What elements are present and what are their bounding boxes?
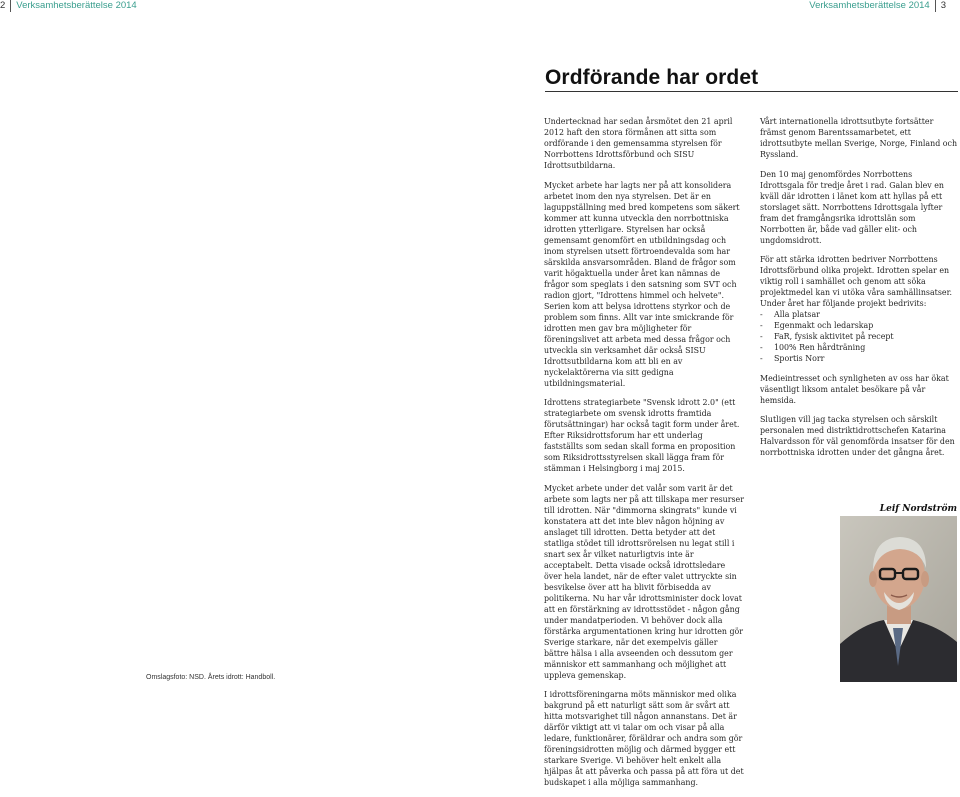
paragraph: Slutligen vill jag tacka styrelsen och särskilt personalen med distriktidrottschefen Katarina Halvardsson för väl genomförda insatser för den norrbottniska idrotten under det gångna året. <box>760 415 955 457</box>
title-rule <box>545 91 958 92</box>
page-number-right: 3 <box>940 0 946 11</box>
list-item: - FaR, fysisk aktivitet på recept <box>760 331 958 342</box>
list-item: - Alla platsar <box>760 309 958 320</box>
paragraph: Medieintresset och synligheten av oss har ökat väsentligt liksom antalet besökare på vår hemsida. <box>760 373 949 405</box>
publication-title-right: Verksamhetsberättelse 2014 <box>809 0 930 11</box>
header-divider-right <box>935 0 936 12</box>
paragraph: Idrottens strategiarbete "Svensk idrott 2.0" (ett strategiarbete om svensk idrotts framtida förutsättningar) har också tagit form under året. Efter Riksidrottsforum har ett underlag fastställts som sedan skall forma en proposition som Riksidrottsstyrelsen skall lägga fram för stämman i Helsingborg i maj 2015. <box>544 398 740 473</box>
list-item: - Sportis Norr <box>760 353 958 364</box>
paragraph: Undertecknad har sedan årsmötet den 21 april 2012 haft den stora förmånen att sitta som ordförande i den gemensamma styrelsen för Norrbottens Idrottsförbund och SISU Idrottsutbildarna. <box>544 117 733 170</box>
list-item: - Egenmakt och ledarskap <box>760 320 958 331</box>
paragraph: Mycket arbete har lagts ner på att konsolidera arbetet inom den nya styrelsen. Det är en laguppställning med bred kompetens som säkert kommer att kunna utveckla den norrbottniska idrotten ytterligare. Styrelsen har också gemensamt genomfört en utbildningsdag och inom styrelsen utsett förtroendevalda som har särskilda ansvarsområden. Bland de frågor som varit högaktuella under året kan nämnas de frågor som speglats i den satsning som SVT och radion gjort, "Idrottens himmel och helvete". Serien kom att belysa idrottens styrkor och de problem som finns. Allt var inte smickrande för idrotten men gav bra möjligheter för föreningslivet att arbeta med dessa frågor och utveckla sin verksamhet där också SISU Idrottsutbildarna kom att bli en av nyckelaktörerna via sitt gedigna utbildningsmaterial. <box>544 180 740 388</box>
header-divider-left <box>10 0 11 12</box>
paragraph: Mycket arbete under det valår som varit är det arbete som lagts ner på att tillskapa mer resurser till idrotten. När "dimmorna skingrats" kunde vi konstatera att det inte blev någon höjning av anslaget till idrotten. Detta betyder att det statliga stödet till idrottsrörelsen nu legat still i snart sex år vilket naturligtvis inte är acceptabelt. Detta visade också idrottsledare över hela landet, när de efter valet uttryckte sin besvikelse över att ha blivit förbisedda av politikerna. Nu har vår idrottsminister dock lovat att en förstärkning av idrottsstödet - någon gång under mandatperioden. Vi behöver dock alla förstärka argumentationen kring hur idrotten gör Sverige starkare, när det exempelvis gäller bättre hälsa i alla avseenden och dessutom ger människor ett sammanhang och möjlighet att uppleva gemenskap. <box>544 483 745 680</box>
paragraph: Vårt internationella idrottsutbyte fortsätter främst genom Barentssamarbetet, ett idrottsutbyte mellan Sverige, Norge, Finland och Ryssland. <box>760 117 958 159</box>
paragraph: I idrottsföreningarna möts människor med olika bakgrund på ett naturligt sätt som är svårt att hitta motsvarighet till någon annanstans. Det är därför viktigt att vi talar om och visar på alla ledare, funktionärer, föräldrar och andra som gör föreningsidrotten möjlig och därmed bygger ett starkare Sverige. Vi behöver helt enkelt alla hjälpas åt att påverka och passa på att föra ut det budskapet i alla möjliga sammanhang. <box>544 690 744 787</box>
article-title: Ordförande har ordet <box>545 66 759 89</box>
article-column-right <box>760 116 958 467</box>
paragraph: För att stärka idrotten bedriver Norrbottens Idrottsförbund olika projekt. Idrotten spelar en viktig roll i samhället och genom att söka projektmedel kan vi utöka våra samhällinsatser. Under året har följande projekt bedrivits: <box>760 255 952 308</box>
page-header-right <box>809 0 946 12</box>
list-item: - 100% Ren hårdträning <box>760 342 958 353</box>
page-header-left <box>0 0 137 12</box>
project-list <box>760 309 958 364</box>
article-column-left <box>544 116 744 797</box>
publication-title-left: Verksamhetsberättelse 2014 <box>16 0 137 11</box>
paragraph: Den 10 maj genomfördes Norrbottens Idrottsgala för tredje året i rad. Galan blev en kväll där idrotten i länet kom att hyllas på ett storslaget sätt. Norrbottens Idrottsgala lyfter fram det framgångsrika idrottslän som Norrbotten är, både vad gäller elit- och ungdomsidrott. <box>760 169 945 245</box>
page-number-left: 2 <box>0 0 6 11</box>
portrait-caption: Leif Nordström <box>879 504 957 514</box>
photo-credit: Omslagsfoto: NSD. Årets idrott: Handboll. <box>146 674 276 681</box>
portrait-photo <box>840 516 957 682</box>
